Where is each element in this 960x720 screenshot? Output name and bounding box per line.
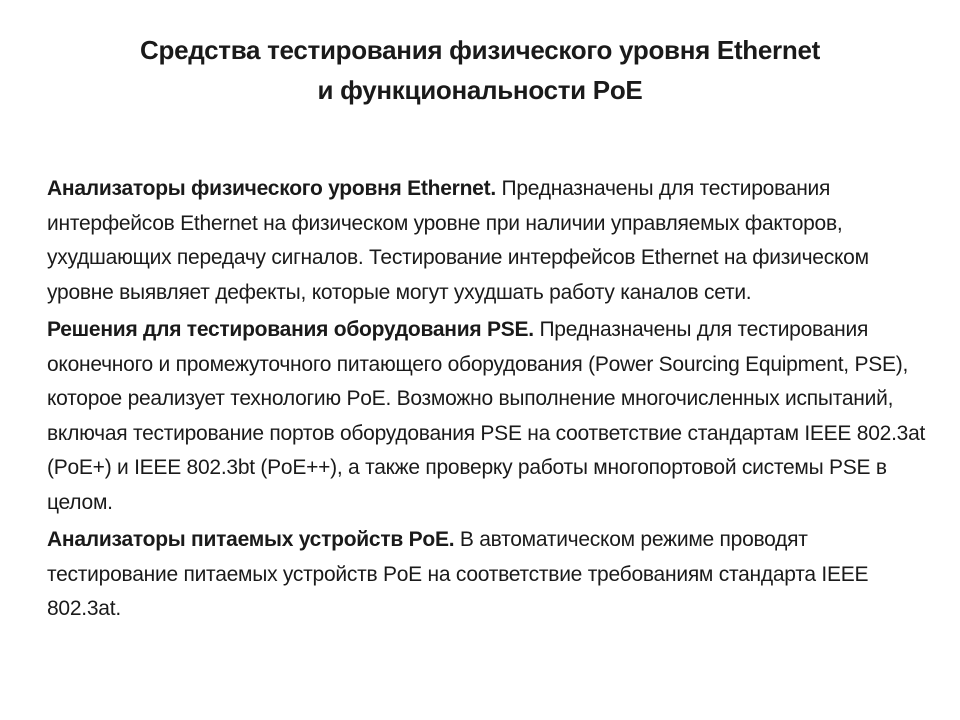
paragraph-text: Предназначены для тестирования оконечного и промежуточного питающего оборудования (Power Sourcing Equipment, PSE), которое реализует технологию PoE. Возможно выполнение многочисленных испытаний, включая тестирование портов оборудования PSE на соответствие стандартам IEEE 802.3at (PoE+) и IEEE 802.3bt (PoE++), а также проверку работы многопортовой системы PSE в целом. [47, 318, 926, 514]
paragraph-lead: Анализаторы физического уровня Ethernet. [47, 177, 496, 200]
slide-title [40, 30, 920, 110]
paragraph-text: Предназначены для тестирования интерфейсов Ethernet на физическом уровне при наличии управляемых факторов, ухудшающих передачу сигналов. Тестирование интерфейсов Ethernet на физическом уровне выявляет дефекты, которые могут ухудшать работу каналов сети. [47, 177, 869, 304]
slide-body [47, 172, 927, 630]
paragraph-pse-testing [47, 313, 927, 520]
slide-title-line-1: Средства тестирования физического уровня Ethernet [140, 35, 820, 65]
paragraph-text: В автоматическом режиме проводят тестирование питаемых устройств PoE на соответствие требованиям стандарта IEEE 802.3at. [47, 528, 869, 620]
paragraph-ethernet-analyzers [47, 172, 927, 310]
slide-title-line-2: и функциональности PoE [317, 75, 643, 105]
paragraph-lead: Анализаторы питаемых устройств PoE. [47, 528, 455, 551]
paragraph-pd-analyzers [47, 523, 927, 627]
paragraph-lead: Решения для тестирования оборудования PSE. [47, 318, 534, 341]
